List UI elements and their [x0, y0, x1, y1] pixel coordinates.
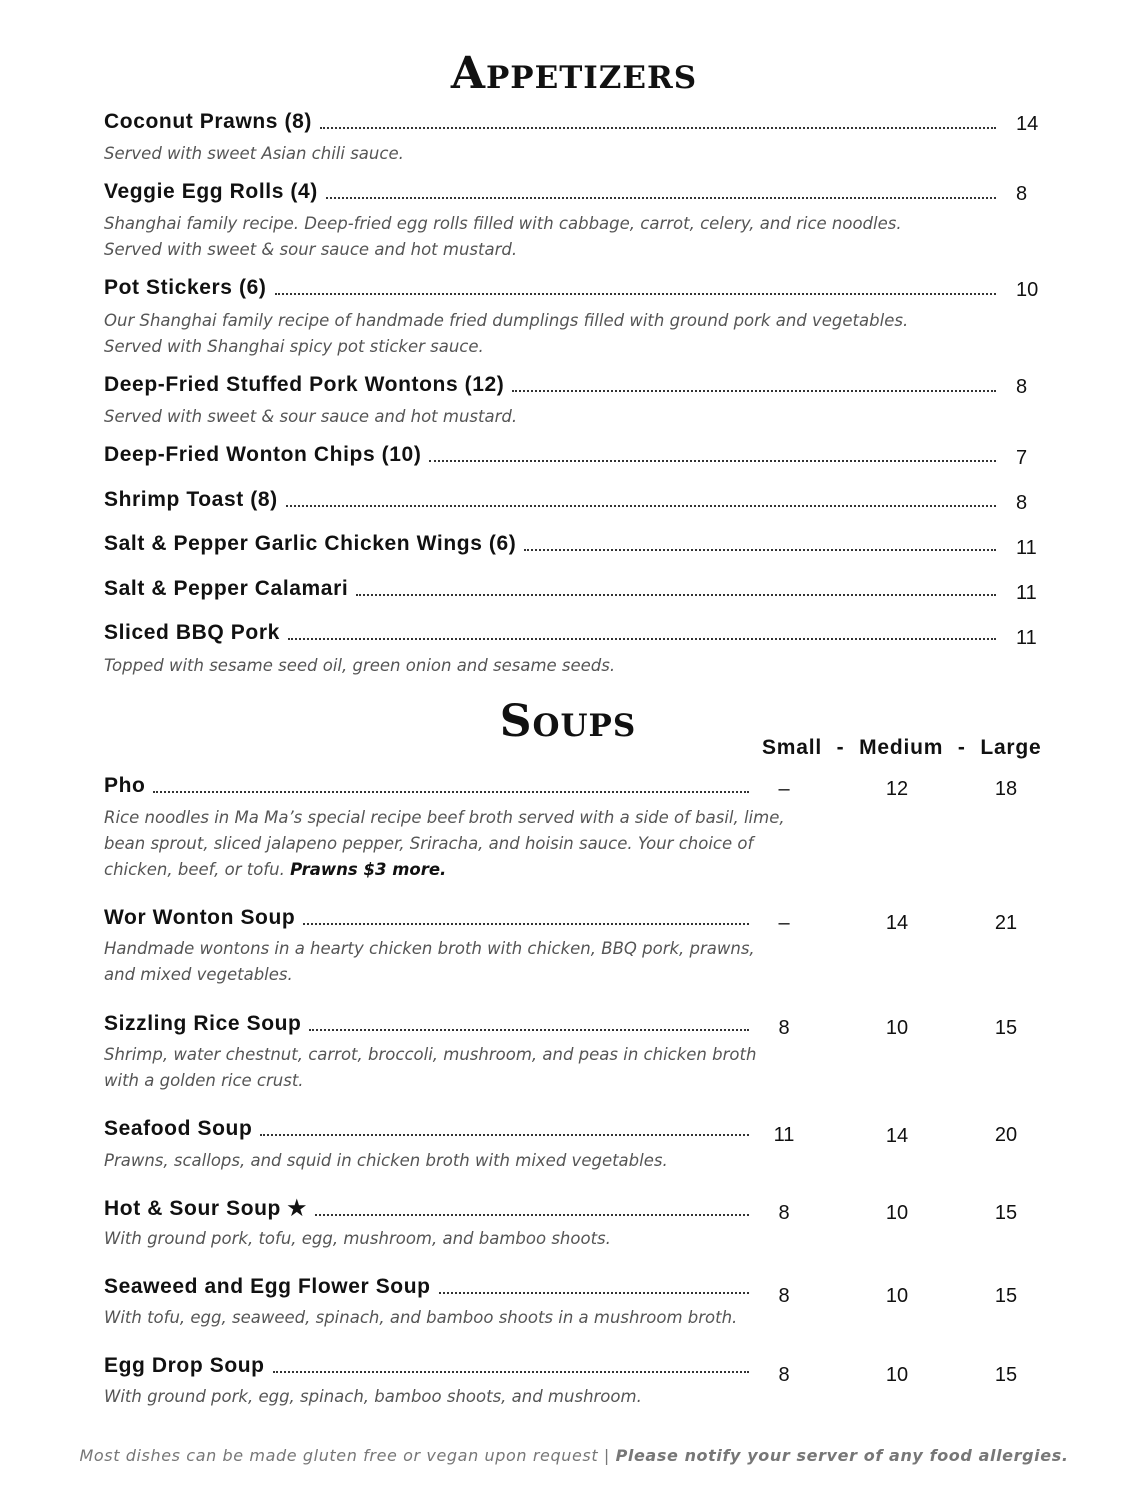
menu-item-chicken-wings: [104, 532, 1006, 556]
item-description: Handmade wontons in a hearty chicken broth with chicken, BBQ pork, prawns, and mixed vegetables.: [104, 939, 755, 984]
item-description: Rice noodles in Ma Ma’s special recipe beef broth served with a side of basil, lime, bean sprout, sliced jalapeno pepper, Sriracha, and hoisin sauce. Your choice of chicken, beef, or tofu. Prawns $3 more.: [104, 808, 785, 879]
item-description: With ground pork, tofu, egg, mushroom, and bamboo shoots.: [104, 1229, 611, 1248]
dot-leader: [356, 594, 996, 596]
dot-leader: [439, 1292, 749, 1294]
menu-item-bbq-pork: [104, 621, 1006, 645]
allergy-notice: Please notify your server of any food allergies.: [615, 1446, 1069, 1465]
menu-item-wonton-chips: [104, 443, 1006, 467]
item-description: Shrimp, water chestnut, carrot, broccoli, mushroom, and peas in chicken broth with a golden rice crust.: [104, 1045, 757, 1090]
separator: -: [836, 736, 845, 759]
item-name: Egg Drop Soup: [104, 1354, 265, 1377]
separator: -: [957, 736, 966, 759]
star-icon: ★: [287, 1197, 307, 1220]
item-description: Served with sweet & sour sauce and hot mustard.: [104, 407, 518, 426]
price-small: 8: [778, 1285, 790, 1307]
item-description: With ground pork, egg, spinach, bamboo shoots, and mushroom.: [104, 1387, 642, 1406]
size-medium-label: Medium: [859, 736, 944, 759]
price-small: 11: [773, 1124, 795, 1146]
size-large-label: Large: [980, 736, 1042, 759]
footer-note: Most dishes can be made gluten free or vegan upon request | Please notify your server of any food allergies.: [79, 1446, 1069, 1465]
price-large: 20: [994, 1124, 1018, 1146]
price-large: 15: [994, 1202, 1018, 1224]
item-price: 11: [1016, 537, 1037, 559]
dot-leader: [309, 1029, 749, 1031]
dot-leader: [286, 505, 996, 507]
menu-item-seafood-soup: [104, 1117, 759, 1141]
item-price: 8: [1016, 183, 1028, 205]
item-name: Seafood Soup: [104, 1117, 253, 1140]
menu-item-pot-stickers: [104, 276, 1006, 300]
menu-item-sizzling-rice-soup: [104, 1012, 759, 1036]
price-medium: 10: [885, 1364, 909, 1386]
price-medium: 10: [885, 1202, 909, 1224]
item-name: Veggie Egg Rolls (4): [104, 180, 318, 203]
menu-item-pork-wontons: [104, 373, 1006, 397]
item-name: Deep-Fried Stuffed Pork Wontons (12): [104, 373, 505, 396]
appetizers-heading: Appetizers: [450, 48, 698, 99]
item-name: Sizzling Rice Soup: [104, 1012, 302, 1035]
item-name: Seaweed and Egg Flower Soup: [104, 1275, 431, 1298]
item-price: 11: [1016, 582, 1037, 604]
item-name: Pot Stickers (6): [104, 276, 267, 299]
dot-leader: [288, 638, 996, 640]
item-description: Topped with sesame seed oil, green onion and sesame seeds.: [104, 656, 616, 675]
dot-leader: [273, 1371, 749, 1373]
dot-leader: [315, 1214, 749, 1216]
soups-heading: Soups: [499, 696, 637, 747]
size-small-label: Small: [762, 736, 823, 759]
item-name: Shrimp Toast (8): [104, 488, 278, 511]
price-large: 15: [994, 1017, 1018, 1039]
price-medium: 12: [885, 778, 909, 800]
dot-leader: [275, 293, 997, 295]
menu-item-egg-drop-soup: [104, 1354, 759, 1378]
item-price: 8: [1016, 492, 1028, 514]
menu-item-veggie-egg-rolls: [104, 180, 1006, 204]
item-description: Served with sweet Asian chili sauce.: [104, 144, 404, 163]
menu-item-wor-wonton-soup: [104, 906, 759, 930]
item-name: Salt & Pepper Calamari: [104, 577, 349, 600]
item-description: Prawns, scallops, and squid in chicken broth with mixed vegetables.: [104, 1151, 668, 1170]
dot-leader: [429, 460, 996, 462]
dot-leader: [260, 1134, 749, 1136]
price-medium: 10: [885, 1017, 909, 1039]
item-price: 11: [1016, 627, 1037, 649]
price-small: 8: [778, 1364, 790, 1386]
size-header: [762, 736, 1042, 760]
prawn-upcharge: Prawns $3 more.: [290, 860, 447, 879]
item-description: Shanghai family recipe. Deep-fried egg rolls filled with cabbage, carrot, celery, and rice noodles. Served with sweet & sour sauce and hot mustard.: [104, 214, 902, 259]
menu-item-coconut-prawns: [104, 110, 1006, 134]
price-large: 21: [994, 912, 1018, 934]
dot-leader: [320, 127, 996, 129]
price-small: –: [778, 912, 790, 934]
menu-item-shrimp-toast: [104, 488, 1006, 512]
price-small: 8: [778, 1202, 790, 1224]
dot-leader: [512, 390, 996, 392]
item-description: With tofu, egg, seaweed, spinach, and bamboo shoots in a mushroom broth.: [104, 1308, 738, 1327]
item-name: Salt & Pepper Garlic Chicken Wings (6): [104, 532, 517, 555]
item-description: Our Shanghai family recipe of handmade fried dumplings filled with ground pork and vegetables. Served with Shanghai spicy pot sticker sauce.: [104, 311, 909, 356]
menu-item-seaweed-egg-flower-soup: [104, 1275, 759, 1299]
price-medium: 14: [885, 1125, 909, 1147]
menu-item-calamari: [104, 577, 1006, 601]
price-medium: 14: [885, 912, 909, 934]
price-large: 18: [994, 778, 1018, 800]
dot-leader: [153, 791, 749, 793]
price-large: 15: [994, 1364, 1018, 1386]
item-name: Wor Wonton Soup: [104, 906, 296, 929]
item-name: Pho: [104, 774, 146, 797]
item-price: 7: [1016, 447, 1028, 469]
item-price: 8: [1016, 376, 1028, 398]
item-name: Sliced BBQ Pork: [104, 621, 280, 644]
item-name: Hot & Sour Soup ★: [104, 1197, 307, 1220]
price-large: 15: [994, 1285, 1018, 1307]
price-medium: 10: [885, 1285, 909, 1307]
menu-item-pho: [104, 774, 759, 798]
item-price: 10: [1016, 279, 1039, 301]
dot-leader: [524, 549, 996, 551]
item-price: 14: [1016, 113, 1039, 135]
dot-leader: [303, 923, 749, 925]
price-small: –: [778, 778, 790, 800]
menu-item-hot-and-sour-soup: [104, 1196, 759, 1221]
item-name: Deep-Fried Wonton Chips (10): [104, 443, 422, 466]
item-name: Coconut Prawns (8): [104, 110, 312, 133]
price-small: 8: [778, 1017, 790, 1039]
dot-leader: [326, 197, 996, 199]
